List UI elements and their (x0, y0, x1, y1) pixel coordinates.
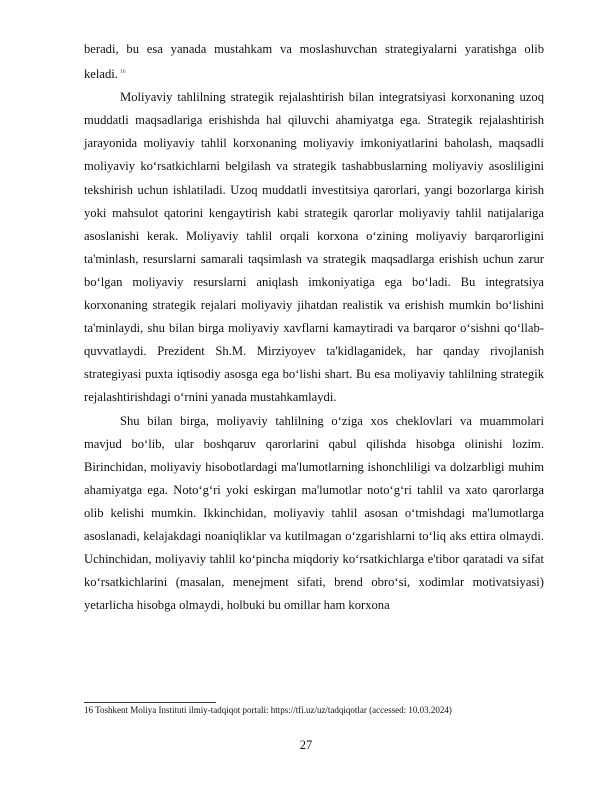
footnote: 16 Toshkent Moliya Instituti ilmiy-tadqiqot portali: https://tfi.uz/uz/tadqiqotlar (accessed: 10.03.2024) (84, 705, 452, 715)
paragraph-3: Shu bilan birga, moliyaviy tahlilning o‘ziga xos cheklovlari va muammolari mavjud bo‘lib, ular boshqaruv qarorlarini qabul qilishda hisobga olinishi lozim. Birinchidan, moliyaviy hisobotlardagi ma'lumotlarning ishonchliligi va dolzarbligi muhim ahamiyatga ega. Noto‘g‘ri yoki eskirgan ma'lumotlar noto‘g‘ri tahlil va xato qarorlarga olib kelishi mumkin. Ikkinchidan, moliyaviy tahlil asosan o‘tmishdagi ma'lumotlarga asoslanadi, kelajakdagi noaniqliklar va kutilmagan o‘zgarishlarni to‘liq aks ettira olmaydi. Uchinchidan, moliyaviy tahlil ko‘pincha miqdoriy ko‘rsatkichlarga e'tibor qaratadi va sifat ko‘rsatkichlarini (masalan, menejment sifati, brend obro‘si, xodimlar motivatsiyasi) yetarlicha hisobga olmaydi, holbuki bu omillar ham korxona (84, 413, 544, 613)
page-number: 27 (299, 738, 313, 752)
footnote-reference[interactable]: 16 (119, 69, 126, 76)
page-body (84, 38, 544, 617)
paragraph-1-text: beradi, bu esa yanada mustahkam va moslashuvchan strategiyalarni yaratishga olib keladi. (84, 42, 544, 82)
paragraph-2: Moliyaviy tahlilning strategik rejalashtirish bilan integratsiyasi korxonaning uzoq muddatli maqsadlariga erishishda hal qiluvchi ahamiyatga ega. Strategik rejalashtirish jarayonida moliyaviy tahlil korxonaning moliyaviy imkoniyatlarini baholash, maqsadli moliyaviy ko‘rsatkichlarni belgilash va strategik tashabbuslarning moliyaviy asosliligini tekshirish uchun ishlatiladi. Uzoq muddatli investitsiya qarorlari, yangi bozorlarga kirish yoki mahsulot qatorini kengaytirish kabi strategik qarorlar moliyaviy tahlil natijalariga asoslanishi kerak. Moliyaviy tahlil orqali korxona o‘zining moliyaviy barqarorligini ta'minlash, resurslarni samarali taqsimlash va strategik maqsadlarga erishish uchun zarur bo‘lgan moliyaviy resurslarni aniqlash imkoniyatiga ega bo‘ladi. Bu integratsiya korxonaning strategik rejalari moliyaviy jihatdan realistik va erishish mumkin bo‘lishini ta'minlaydi, shu bilan birga moliyaviy xavflarni kamaytiradi va barqaror o‘sishni qo‘llab-quvvatlaydi. Prezident Sh.M. Mirziyoyev ta'kidlaganidek, har qanday rivojlanish strategiyasi puxta iqtisodiy asosga ega bo‘lishi shart. Bu esa moliyaviy tahlilning strategik rejalashtirishdagi o‘rnini yanada mustahkamlaydi. (84, 90, 544, 405)
footnote-divider (84, 702, 216, 703)
paragraph-1 (84, 38, 544, 86)
